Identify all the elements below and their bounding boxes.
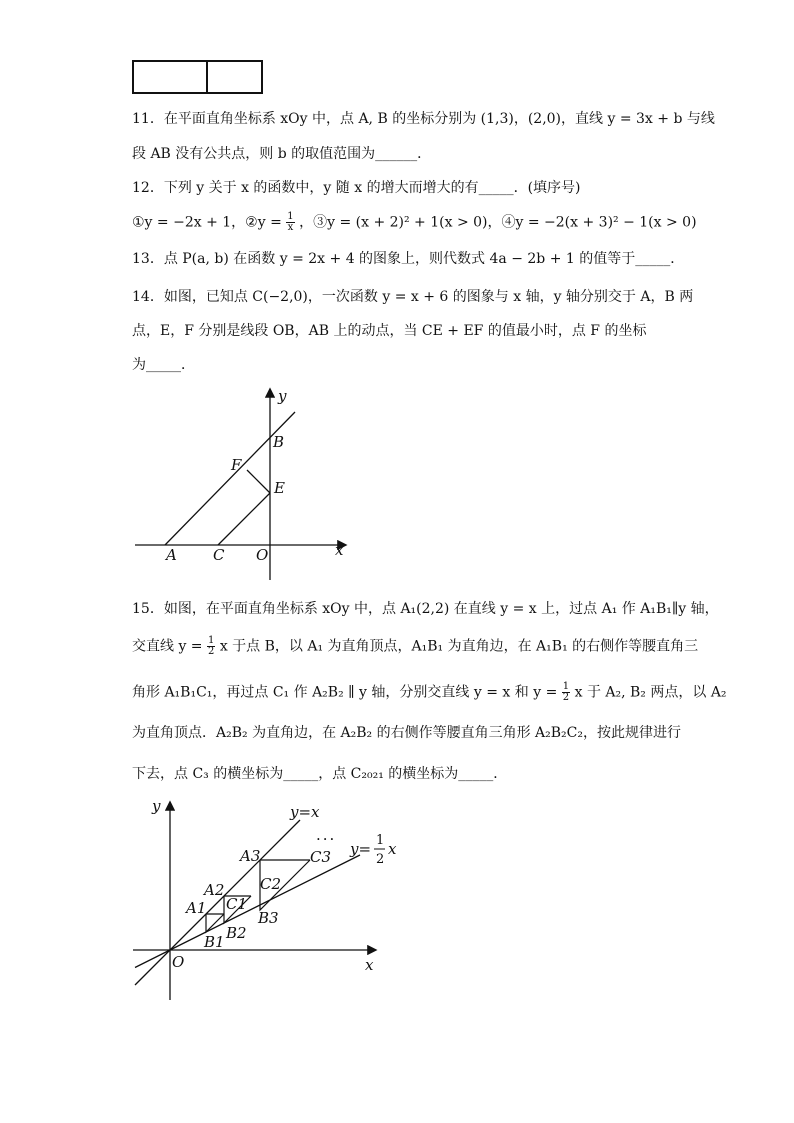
- line-half-label-start: y=: [350, 840, 372, 858]
- origin-label: O: [256, 546, 269, 564]
- point-f-label: F: [231, 456, 242, 474]
- fraction-numerator: 1: [208, 635, 215, 646]
- fraction-numerator: 1: [562, 681, 570, 692]
- q12-option-3-4: ，③y = (x + 2)² + 1(x > 0)，④y = −2(x + 3)² − 1(x > 0): [299, 214, 697, 231]
- segment-ef: [247, 470, 270, 493]
- point-c3-label: C3: [310, 848, 332, 866]
- q14-line-1: 14．如图，已知点 C(−2,0)，一次函数 y = x + 6 的图象与 x 轴，y 轴分别交于 A，B 两: [132, 289, 694, 305]
- q15-line-3: [132, 682, 727, 703]
- q15-line-3-start: 角形 A₁B₁C₁，再过点 C₁ 作 A₂B₂ ∥ y 轴，分别交直线 y = x 和 y =: [132, 684, 558, 701]
- fraction-denominator: 2: [208, 646, 215, 657]
- y-axis-label: y: [278, 387, 287, 405]
- y-axis-label: y: [152, 797, 161, 815]
- point-e-label: E: [274, 479, 285, 497]
- line-half-numerator: 1: [376, 833, 385, 848]
- fraction-numerator: 1: [287, 211, 294, 222]
- fraction-denominator: 2: [562, 692, 570, 703]
- q12-line-1: 12．下列 y 关于 x 的函数中，y 随 x 的增大而增大的有_____．(填序号): [132, 180, 581, 196]
- q15-line-2-start: 交直线 y =: [132, 638, 203, 655]
- segment-ce: [218, 493, 270, 545]
- point-a3-label: A3: [240, 847, 261, 865]
- q15-line-3-end: x 于 A₂, B₂ 两点，以 A₂: [574, 684, 727, 701]
- q14-line-2: 点，E，F 分别是线段 OB，AB 上的动点，当 CE + EF 的值最小时，点 F 的坐标: [132, 323, 647, 339]
- point-c-label: C: [213, 546, 225, 564]
- point-a1-label: A1: [186, 899, 207, 917]
- q12-option-2-fraction: [286, 212, 294, 233]
- point-a2-label: A2: [204, 881, 225, 899]
- point-b-label: B: [273, 433, 285, 451]
- point-b3-label: B3: [258, 909, 279, 927]
- line-half-label-end: x: [388, 840, 397, 858]
- point-a-label: A: [166, 546, 177, 564]
- q13-line-1: 13．点 P(a, b) 在函数 y = 2x + 4 的图象上，则代数式 4a − 2b + 1 的值等于_____．: [132, 251, 685, 267]
- q15-line-2: [132, 636, 698, 657]
- point-c1-label: C1: [226, 895, 248, 913]
- q14-line-3: 为_____．: [132, 357, 195, 373]
- q15-line-5: 下去，点 C₃ 的横坐标为_____，点 C₂₀₂₁ 的横坐标为_____．: [132, 766, 508, 782]
- origin-label: O: [172, 953, 185, 971]
- line-y-equals-x-label: y=x: [290, 803, 320, 821]
- line-half-denominator: 2: [376, 852, 385, 867]
- q11-line-1: 11．在平面直角坐标系 xOy 中，点 A, B 的坐标分别为 (1,3)，(2,0)，直线 y = 3x + b 与线: [132, 111, 715, 127]
- point-b1-label: B1: [204, 933, 225, 951]
- point-b2-label: B2: [226, 924, 247, 942]
- triangle-1: [206, 914, 224, 932]
- fraction-denominator: x: [287, 222, 294, 233]
- q15-line-3-fraction: [562, 682, 570, 703]
- q15-line-2-fraction: [207, 636, 215, 657]
- x-axis-label: x: [335, 541, 344, 559]
- q15-line-1: 15．如图，在平面直角坐标系 xOy 中，点 A₁(2,2) 在直线 y = x 上，过点 A₁ 作 A₁B₁∥y 轴，: [132, 601, 719, 617]
- q15-figure: [130, 795, 410, 1005]
- point-c2-label: C2: [260, 875, 282, 893]
- q12-option-1: ①y = −2x + 1，②y =: [132, 214, 282, 231]
- q15-line-2-end: x 于点 B，以 A₁ 为直角顶点，A₁B₁ 为直角边，在 A₁B₁ 的右侧作等腰直角三: [219, 638, 699, 655]
- q14-figure: [130, 385, 360, 585]
- q12-options: [132, 212, 697, 233]
- line-y-equals-x: [135, 820, 300, 985]
- continuation-dots: ...: [316, 826, 337, 844]
- answer-table: [132, 60, 263, 94]
- answer-cell-1: [134, 62, 208, 92]
- q11-line-2: 段 AB 没有公共点，则 b 的取值范围为______．: [132, 146, 432, 162]
- x-axis-label: x: [365, 956, 374, 974]
- q15-line-4: 为直角顶点．A₂B₂ 为直角边，在 A₂B₂ 的右侧作等腰直角三角形 A₂B₂C₂，按此规律进行: [132, 725, 681, 741]
